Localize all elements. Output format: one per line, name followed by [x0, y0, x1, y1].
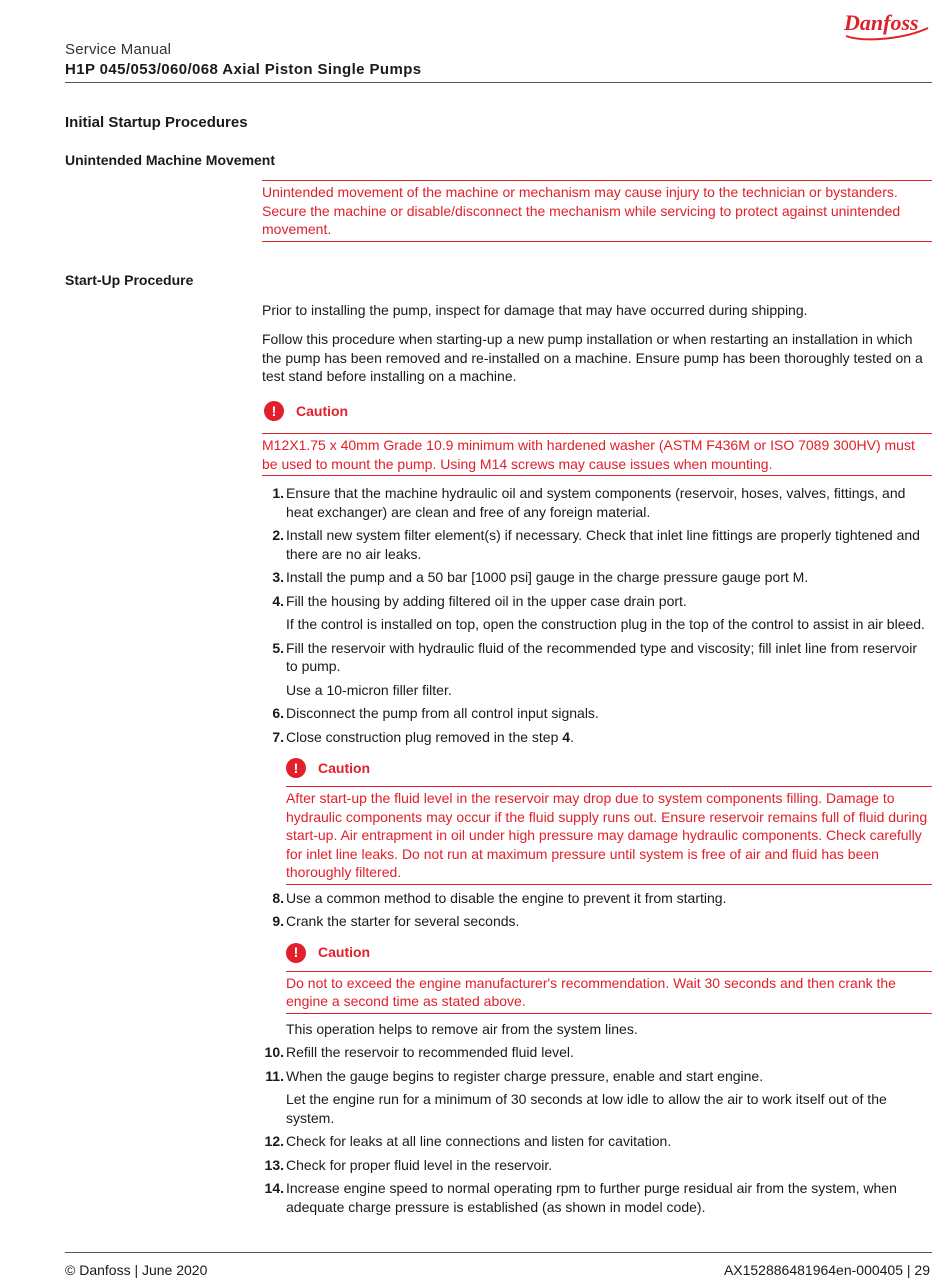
step-reference: 4: [562, 728, 571, 745]
list-item: 7. Close construction plug removed in the step 4.: [272, 728, 574, 745]
startup-para-1: Prior to installing the pump, inspect for damage that may have occurred during shipping.: [262, 302, 808, 318]
list-item: 5. Fill the reservoir with hydraulic fluid of the recommended type and viscosity; fill inlet line from reservoir to pump.: [272, 639, 918, 674]
footer-doc-number: AX152886481964en-000405 | 29: [723, 1262, 930, 1278]
caution-text: Do not to exceed the engine manufacturer's recommendation. Wait 30 seconds and then crank the engine a second time as stated above.: [286, 971, 932, 1014]
step-note: If the control is installed on top, open the construction plug in the top of the control to assist in air bleed.: [286, 616, 925, 632]
list-item: 13. Check for proper fluid level in the reservoir.: [264, 1156, 553, 1173]
list-item: 6. Disconnect the pump from all control input signals.: [272, 705, 599, 721]
caution-filling: [286, 758, 932, 885]
list-item: 1. Ensure that the machine hydraulic oil and system components (reservoir, hoses, valves, fittings, and heat exchanger) are clean and free of any foreign material.: [272, 485, 906, 520]
exclamation-circle-icon: !: [264, 401, 284, 421]
svg-text:Danfoss: Danfoss: [844, 10, 919, 35]
exclamation-circle-icon: !: [286, 758, 306, 778]
caution-heading: ! Caution: [286, 758, 932, 778]
startup-para-2: Follow this procedure when starting-up a new pump installation or when restarting an installation in which the pump has been removed and re-installed on a machine. Ensure pump has been thoroughly tested on a test stand before installing on a machine.: [262, 331, 923, 384]
exclamation-circle-icon: !: [286, 943, 306, 963]
footer-copyright: © Danfoss | June 2020: [65, 1262, 208, 1278]
section-title: Initial Startup Procedures: [65, 114, 248, 131]
list-item: 11. When the gauge begins to register charge pressure, enable and start engine.: [265, 1067, 764, 1084]
footer-divider: [65, 1252, 932, 1253]
list-item: 12. Check for leaks at all line connections and listen for cavitation.: [264, 1133, 672, 1149]
header-divider: [65, 82, 932, 83]
step-note: Use a 10-micron filler filter.: [286, 681, 452, 698]
caution-engine: [286, 943, 932, 1014]
caution-heading: ! Caution: [286, 943, 932, 963]
list-item: 14. Increase engine speed to normal operating rpm to further purge residual air from the system, when adequate charge pressure is established (as shown in model code).: [264, 1180, 897, 1215]
danfoss-logo: [842, 6, 930, 42]
document-type: Service Manual: [65, 41, 172, 58]
startup-heading: Start-Up Procedure: [65, 272, 194, 288]
list-item: 10. Refill the reservoir to recommended fluid level.: [264, 1044, 574, 1060]
list-item: 8. Use a common method to disable the engine to prevent it from starting.: [272, 889, 727, 906]
step-note: This operation helps to remove air from the system lines.: [286, 1020, 638, 1037]
caution-mounting: M12X1.75 x 40mm Grade 10.9 minimum with hardened washer (ASTM F436M or ISO 7089 300HV) must be used to mount the pump. Using M14 screws may cause issues when mounting.: [262, 433, 932, 476]
document-title: H1P 045/053/060/068 Axial Piston Single Pumps: [65, 61, 422, 78]
startup-steps: [262, 484, 932, 1221]
list-item: 4. Fill the housing by adding filtered oil in the upper case drain port.: [272, 592, 687, 609]
unintended-heading: Unintended Machine Movement: [65, 152, 276, 168]
step-note: Let the engine run for a minimum of 30 seconds at low idle to allow the air to work itself out of the system.: [286, 1091, 887, 1126]
caution-text: After start-up the fluid level in the reservoir may drop due to system components filling. Damage to hydraulic components may occur if the fluid supply runs out. Ensure reservoir remains full of fluid during start-up. Air entrapment in oil under high pressure may damage hydraulic components. Check carefully for inlet line leaks. Do not run at maximum pressure until system is free of air and fluid has been thoroughly filtered.: [286, 786, 932, 885]
list-item: 9. Crank the starter for several seconds.: [272, 913, 520, 929]
list-item: 2. Install new system filter element(s) if necessary. Check that inlet line fittings are properly tightened and there are no air leaks.: [272, 527, 920, 562]
list-item: 3. Install the pump and a 50 bar [1000 psi] gauge in the charge pressure gauge port M.: [272, 569, 809, 585]
caution-heading: ! Caution: [264, 401, 348, 421]
unintended-warning: Unintended movement of the machine or mechanism may cause injury to the technician or bystanders. Secure the machine or disable/disconnect the mechanism while servicing to protect against unintended movement.: [262, 180, 932, 242]
